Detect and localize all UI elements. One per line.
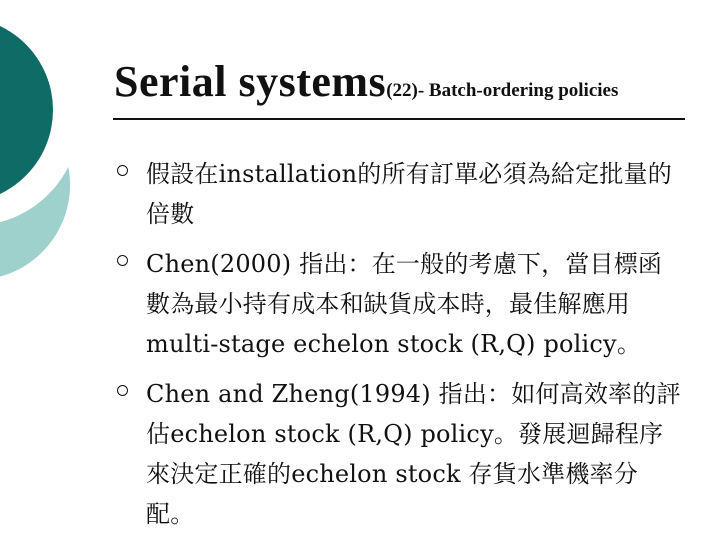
bullet-item-3 — [116, 374, 686, 534]
bullet-item-2 — [116, 244, 686, 364]
title-divider — [113, 118, 685, 120]
bullet-list — [116, 154, 686, 544]
bullet-item-1 — [116, 154, 686, 234]
title-main: Serial systems — [114, 57, 387, 106]
bullet-text-1: 假設在installation的所有訂單必須為給定批量的倍數 — [146, 160, 672, 228]
hollow-circle-bullet-icon — [117, 255, 128, 266]
page-title — [114, 56, 618, 107]
hollow-circle-bullet-icon — [117, 165, 128, 176]
title-subtitle: (22)- Batch-ordering policies — [386, 80, 619, 101]
bullet-text-3: Chen and Zheng(1994) 指出：如何高效率的評估echelon stock (R,Q) policy。發展迴歸程序來決定正確的echelon stock 存貨水準機率分配。 — [146, 380, 681, 528]
hollow-circle-bullet-icon — [117, 385, 128, 396]
bullet-text-2: Chen(2000) 指出：在一般的考慮下，當目標函數為最小持有成本和缺貨成本時，最佳解應用multi-stage echelon stock (R,Q) policy。 — [146, 250, 663, 358]
